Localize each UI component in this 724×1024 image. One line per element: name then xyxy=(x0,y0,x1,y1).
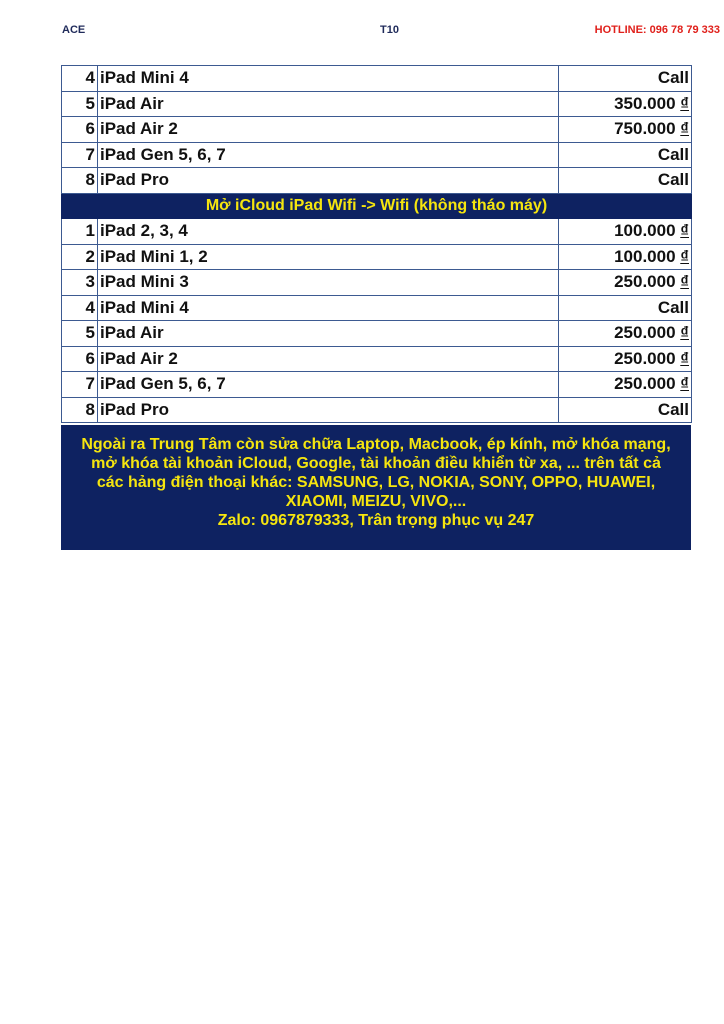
currency-symbol: ₫ xyxy=(680,323,689,343)
device-name: iPad Pro xyxy=(98,397,559,423)
price-value xyxy=(559,397,692,423)
row-number: 1 xyxy=(62,219,98,245)
price-value xyxy=(559,321,692,347)
device-name: iPad Mini 4 xyxy=(98,295,559,321)
currency-symbol: ₫ xyxy=(680,93,689,113)
device-name: iPad Air 2 xyxy=(98,117,559,143)
price-value xyxy=(559,219,692,245)
price-table xyxy=(61,65,692,423)
price-amount: Call xyxy=(657,68,689,88)
price-value xyxy=(559,346,692,372)
currency-symbol: ₫ xyxy=(680,119,689,139)
device-name: iPad Air 2 xyxy=(98,346,559,372)
currency-symbol: ₫ xyxy=(680,221,689,241)
table-row xyxy=(62,295,692,321)
row-number: 7 xyxy=(62,372,98,398)
table-row xyxy=(62,142,692,168)
price-value xyxy=(559,270,692,296)
device-name: iPad Mini 4 xyxy=(98,66,559,92)
table-row xyxy=(62,270,692,296)
price-amount: 350.000 xyxy=(614,93,681,113)
device-name: iPad Air xyxy=(98,321,559,347)
row-number: 6 xyxy=(62,117,98,143)
price-value xyxy=(559,372,692,398)
footer-notice xyxy=(61,425,691,550)
price-amount: Call xyxy=(657,399,689,419)
price-value xyxy=(559,168,692,194)
row-number: 3 xyxy=(62,270,98,296)
table-row xyxy=(62,321,692,347)
row-number: 7 xyxy=(62,142,98,168)
currency-symbol: ₫ xyxy=(680,348,689,368)
price-value xyxy=(559,295,692,321)
device-name: iPad Air xyxy=(98,91,559,117)
footer-zalo-line: Zalo: 0967879333, Trân trọng phục vụ 247 xyxy=(217,512,535,529)
price-amount: 250.000 xyxy=(614,323,681,343)
table-row xyxy=(62,91,692,117)
price-value xyxy=(559,66,692,92)
currency-symbol: ₫ xyxy=(680,374,689,394)
footer-line: các hảng điện thoại khác: SAMSUNG, LG, NOKIA, SONY, OPPO, HUAWEI, xyxy=(96,474,656,491)
price-value xyxy=(559,117,692,143)
row-number: 8 xyxy=(62,168,98,194)
currency-symbol: ₫ xyxy=(680,272,689,292)
section-title: Mở iCloud iPad Wifi -> Wifi (không tháo máy) xyxy=(62,193,692,219)
table-row xyxy=(62,372,692,398)
price-value xyxy=(559,142,692,168)
table-row xyxy=(62,168,692,194)
header-left-label: ACE xyxy=(62,24,86,36)
table-row xyxy=(62,397,692,423)
price-amount: 250.000 xyxy=(614,374,681,394)
price-amount: 100.000 xyxy=(614,246,681,266)
table-row xyxy=(62,66,692,92)
row-number: 8 xyxy=(62,397,98,423)
device-name: iPad Pro xyxy=(98,168,559,194)
row-number: 6 xyxy=(62,346,98,372)
row-number: 5 xyxy=(62,91,98,117)
row-number: 4 xyxy=(62,295,98,321)
hotline-label: HOTLINE: 096 78 79 333 xyxy=(594,24,720,36)
device-name: iPad Mini 1, 2 xyxy=(98,244,559,270)
device-name: iPad Gen 5, 6, 7 xyxy=(98,372,559,398)
device-name: iPad Mini 3 xyxy=(98,270,559,296)
price-amount: Call xyxy=(657,297,689,317)
footer-line: Ngoài ra Trung Tâm còn sửa chữa Laptop, Macbook, ép kính, mở khóa mạng, xyxy=(81,436,671,453)
device-name: iPad Gen 5, 6, 7 xyxy=(98,142,559,168)
header-center-label: T10 xyxy=(380,24,399,36)
table-row xyxy=(62,346,692,372)
row-number: 2 xyxy=(62,244,98,270)
price-amount: Call xyxy=(657,170,689,190)
table-row xyxy=(62,219,692,245)
row-number: 4 xyxy=(62,66,98,92)
price-amount: 250.000 xyxy=(614,348,681,368)
price-amount: 100.000 xyxy=(614,221,681,241)
price-amount: 750.000 xyxy=(614,119,681,139)
section-header-row xyxy=(62,193,692,219)
currency-symbol: ₫ xyxy=(680,246,689,266)
price-value xyxy=(559,91,692,117)
device-name: iPad 2, 3, 4 xyxy=(98,219,559,245)
row-number: 5 xyxy=(62,321,98,347)
price-value xyxy=(559,244,692,270)
footer-line: mở khóa tài khoản iCloud, Google, tài khoản điều khiển từ xa, ... trên tất cả xyxy=(91,455,661,472)
footer-line: XIAOMI, MEIZU, VIVO,... xyxy=(285,493,467,510)
table-row xyxy=(62,244,692,270)
price-amount: 250.000 xyxy=(614,272,681,292)
price-amount: Call xyxy=(657,144,689,164)
table-row xyxy=(62,117,692,143)
